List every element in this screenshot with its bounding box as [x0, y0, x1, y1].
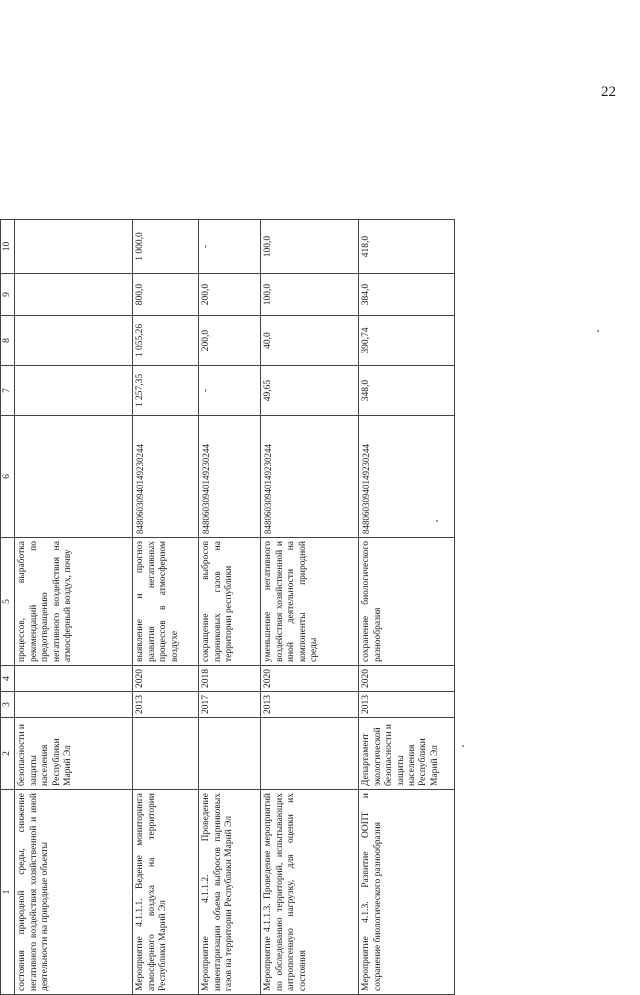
col-header-6: 6	[1, 416, 15, 538]
scan-speck	[462, 745, 464, 747]
value-col8: 1 055,26	[133, 316, 199, 366]
measure-name: Мероприятие 4.1.3. Развитие ООПТ и сохранение биологического разнообразия	[359, 790, 455, 995]
col-header-3: 3	[1, 692, 15, 718]
value-col7: 49,65	[261, 366, 359, 416]
table-row	[359, 220, 455, 995]
expected-result: уменьшение негативного воздействия хозяйственной и иной деятельности на компоненты природной среды	[261, 538, 359, 666]
expected-result: сокращение выбросов парниковых газов на территории республики	[199, 538, 261, 666]
scan-speck	[597, 330, 599, 332]
value-col9: 800,0	[133, 274, 199, 316]
executor	[199, 718, 261, 790]
measure-name: Мероприятие 4.1.1.2. Проведение инвентаризации объема выбросов парниковых газов на территории Республики Марий Эл	[199, 790, 261, 995]
start-year	[15, 692, 133, 718]
start-year: 2017	[199, 692, 261, 718]
value-col9: 200,0	[199, 274, 261, 316]
col-header-7: 7	[1, 366, 15, 416]
measure-name: Мероприятие 4.1.1.1. Ведение мониторинга атмосферного воздуха на территории Республики Марий Эл	[133, 790, 199, 995]
expected-result: сохранение биологического разнообразия	[359, 538, 455, 666]
budget-code: 84806030940149230244	[359, 416, 455, 538]
value-col7	[15, 366, 133, 416]
expected-result: процессов, выработка рекомендаций по предотвращению негативного воздействия на атмосферный воздух, почву	[15, 538, 133, 666]
value-col10: 1 000,0	[133, 220, 199, 274]
start-year: 2013	[359, 692, 455, 718]
value-col10: -	[199, 220, 261, 274]
executor	[261, 718, 359, 790]
value-col7: 348,0	[359, 366, 455, 416]
value-col9: 100,0	[261, 274, 359, 316]
end-year: 2020	[261, 666, 359, 692]
value-col8	[15, 316, 133, 366]
budget-code: 84806030940149230244	[261, 416, 359, 538]
table-row	[199, 220, 261, 995]
col-header-9: 9	[1, 274, 15, 316]
value-col7: 1 257,35	[133, 366, 199, 416]
budget-code: 84806030940149230244	[133, 416, 199, 538]
end-year: 2020	[359, 666, 455, 692]
col-header-10: 10	[1, 220, 15, 274]
table-row	[133, 220, 199, 995]
col-header-1: 1	[1, 790, 15, 995]
page-number: 22	[601, 84, 616, 100]
scan-speck	[436, 520, 438, 522]
end-year	[15, 666, 133, 692]
column-number-header	[1, 220, 15, 995]
col-header-5: 5	[1, 538, 15, 666]
col-header-8: 8	[1, 316, 15, 366]
value-col9: 384,0	[359, 274, 455, 316]
measure-name: Мероприятие 4.1.1.3. Проведение мероприятий по обследованию территорий, испытывающих антропогенную нагрузку, для оценки их состояния	[261, 790, 359, 995]
expected-result: выявление и прогноз развития негативных процессов в атмосферном воздухе	[133, 538, 199, 666]
executor: Департамент экологической безопасности и защиты населения Республики Марий Эл	[359, 718, 455, 790]
executor: безопасности и защиты населения Республики Марий Эл	[15, 718, 133, 790]
program-measures-table	[0, 219, 455, 995]
start-year: 2013	[133, 692, 199, 718]
end-year: 2018	[199, 666, 261, 692]
budget-code	[15, 416, 133, 538]
table-row	[15, 220, 133, 995]
budget-code: 84806030940149230244	[199, 416, 261, 538]
measure-name: состояния природной среды, снижение негативного воздействия хозяйственной и иной деятельности на природные объекты	[15, 790, 133, 995]
value-col10: 418,0	[359, 220, 455, 274]
value-col8: 390,74	[359, 316, 455, 366]
col-header-2: 2	[1, 718, 15, 790]
end-year: 2020	[133, 666, 199, 692]
col-header-4: 4	[1, 666, 15, 692]
value-col8: 200,0	[199, 316, 261, 366]
rotated-page-content	[0, 220, 505, 995]
executor	[133, 718, 199, 790]
value-col9	[15, 274, 133, 316]
start-year: 2013	[261, 692, 359, 718]
value-col10: 100,0	[261, 220, 359, 274]
value-col8: 40,0	[261, 316, 359, 366]
value-col7: -	[199, 366, 261, 416]
table-row	[261, 220, 359, 995]
value-col10	[15, 220, 133, 274]
